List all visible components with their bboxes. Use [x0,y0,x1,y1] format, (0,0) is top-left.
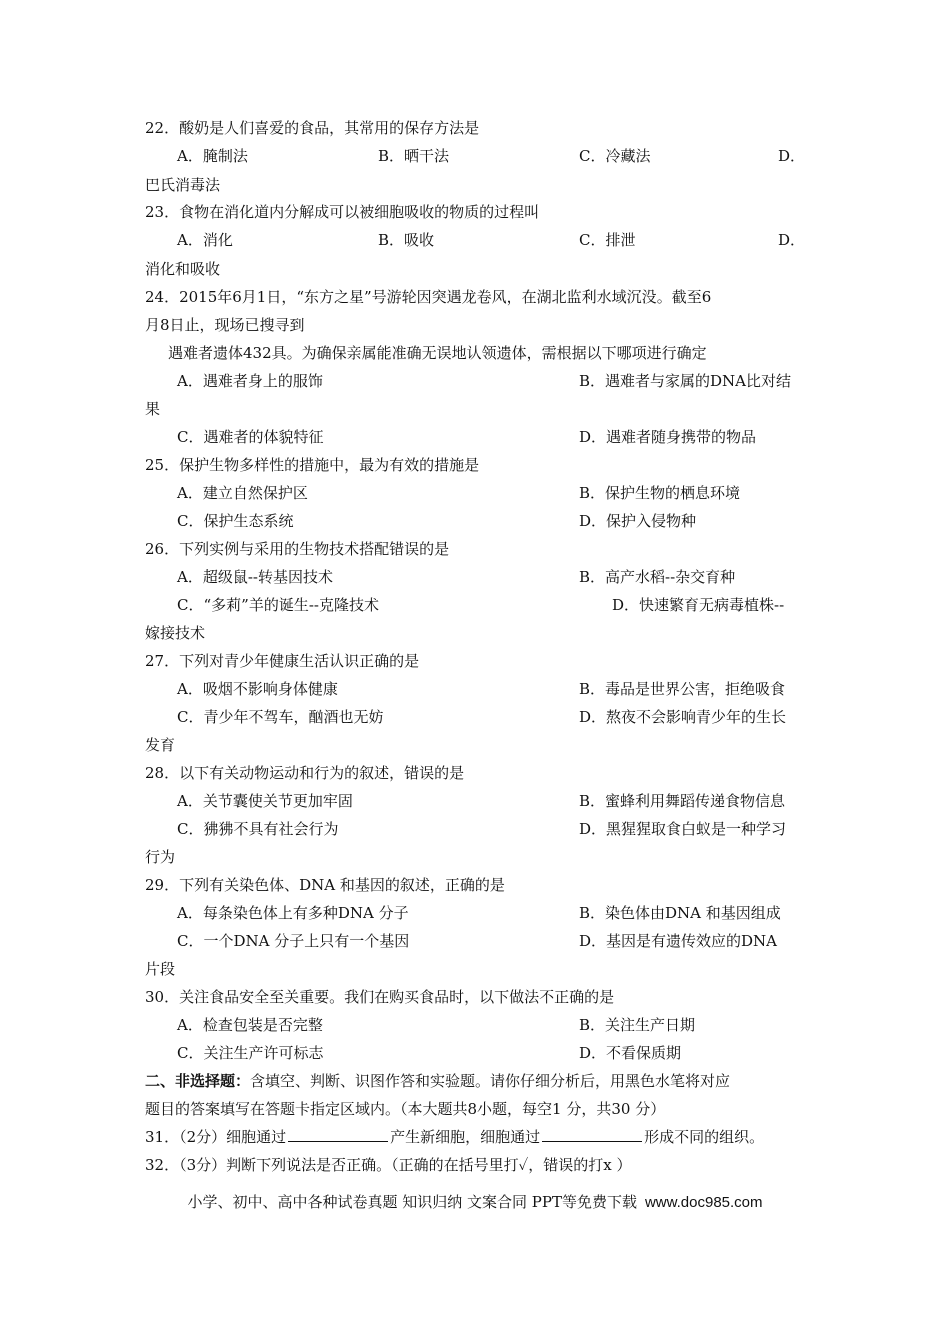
q27-option-b: B．毒品是世界公害，拒绝吸食 [579,680,786,698]
q24-option-b: B．遇难者与家属的DNA比对结 [579,372,792,390]
q25-option-a: A．建立自然保护区 [177,484,308,502]
q26-option-b: B．高产水稻--杂交育种 [579,568,736,586]
q29-option-a: A．每条染色体上有多种DNA 分子 [177,904,409,922]
q25-option-c: C．保护生态系统 [177,512,294,530]
q24-option-b-wrap: 果 [145,400,161,418]
section2-intro-text: 含填空、判断、识图作答和实验题。请你仔细分析后，用黑色水笔将对应 [250,1072,731,1090]
q26-option-c: C．“多莉”羊的诞生--克隆技术 [177,596,379,614]
q23-option-d: D． [778,231,806,249]
section2-intro-line1 [145,1071,730,1091]
q30-option-b: B．关注生产日期 [579,1016,696,1034]
q29-option-d: D．基因是有遗传效应的DNA [579,932,778,950]
page-footer [0,1192,950,1213]
q25-stem: 25．保护生物多样性的措施中，最为有效的措施是 [145,456,480,474]
q27-option-d: D．熬夜不会影响青少年的生长 [579,708,787,726]
q27-stem: 27．下列对青少年健康生活认识正确的是 [145,652,420,670]
q29-option-c: C．一个DNA 分子上只有一个基因 [177,932,410,950]
q23-option-a: A．消化 [177,231,233,249]
q31-blank-1 [288,1127,388,1142]
q23-option-d-wrap: 消化和吸收 [145,260,221,278]
q22-stem: 22．酸奶是人们喜爱的食品，其常用的保存方法是 [145,119,480,137]
q27-option-a: A．吸烟不影响身体健康 [177,680,338,698]
q30-option-d: D．不看保质期 [579,1044,682,1062]
q30-option-c: C．关注生产许可标志 [177,1044,324,1062]
q28-option-d: D．黑猩猩取食白蚁是一种学习 [579,820,787,838]
q25-option-b: B．保护生物的栖息环境 [579,484,741,502]
q28-option-a: A．关节囊使关节更加牢固 [177,792,353,810]
footer-site-link[interactable]: www.doc985.com [644,1194,763,1211]
q22-option-d-wrap: 巴氏消毒法 [145,176,221,194]
q25-option-d: D．保护入侵物种 [579,512,697,530]
footer-text: 小学、初中、高中各种试卷真题 知识归纳 文案合同 PPT等免费下载 [187,1193,637,1211]
q28-option-c: C．狒狒不具有社会行为 [177,820,339,838]
q31-text-b: 产生新细胞，细胞通过 [390,1128,541,1146]
q31-blank-2 [542,1127,642,1142]
q23-stem: 23．食物在消化道内分解成可以被细胞吸收的物质的过程叫 [145,203,540,221]
q30-option-a: A．检查包装是否完整 [177,1016,323,1034]
q29-stem: 29．下列有关染色体、DNA 和基因的叙述，正确的是 [145,876,505,894]
q23-option-c: C．排泄 [579,231,636,249]
q28-option-d-wrap: 行为 [145,848,176,866]
q24-option-d: D．遇难者随身携带的物品 [579,428,757,446]
q27-option-d-wrap: 发育 [145,736,176,754]
section2-intro-line2: 题目的答案填写在答题卡指定区域内。（本大题共8小题，每空1 分，共30 分） [145,1100,666,1118]
q22-option-c: C．冷藏法 [579,147,651,165]
q22-option-b: B．晒干法 [378,147,450,165]
q30-stem: 30．关注食品安全至关重要。我们在购买食品时，以下做法不正确的是 [145,988,615,1006]
q26-option-d: D．快速繁育无病毒植株-- [612,596,785,614]
q23-option-b: B．吸收 [378,231,435,249]
q24-stem-line1: 24．2015年6月1日，“东方之星”号游轮因突遇龙卷风，在湖北监利水域沉没。截至6 [145,288,712,306]
section2-heading: 二、非选择题： [145,1072,251,1090]
q24-option-c: C．遇难者的体貌特征 [177,428,324,446]
q32-line: 32．（3分）判断下列说法是否正确。（正确的在括号里打✓，错误的打x ） [145,1156,632,1174]
q28-stem: 28．以下有关动物运动和行为的叙述，错误的是 [145,764,465,782]
q31-text-c: 形成不同的组织。 [644,1128,765,1146]
q29-option-d-wrap: 片段 [145,960,176,978]
q27-option-c: C．青少年不驾车，酗酒也无妨 [177,708,384,726]
q26-stem: 26．下列实例与采用的生物技术搭配错误的是 [145,540,450,558]
q28-option-b: B．蜜蜂利用舞蹈传递食物信息 [579,792,786,810]
q24-stem-line3: 遇难者遗体432具。为确保亲属能准确无误地认领遗体，需根据以下哪项进行确定 [168,344,707,362]
q29-option-b: B．染色体由DNA 和基因组成 [579,904,781,922]
q31-text-a: 31．（2分）细胞通过 [145,1128,287,1146]
q24-stem-line2: 月8日止，现场已搜寻到 [145,316,305,334]
q22-option-a: A．腌制法 [177,147,248,165]
q26-option-d-wrap: 嫁接技术 [145,624,206,642]
q31-line [145,1127,764,1147]
q22-option-d: D． [778,147,806,165]
q26-option-a: A．超级鼠--转基因技术 [177,568,333,586]
q24-option-a: A．遇难者身上的服饰 [177,372,323,390]
